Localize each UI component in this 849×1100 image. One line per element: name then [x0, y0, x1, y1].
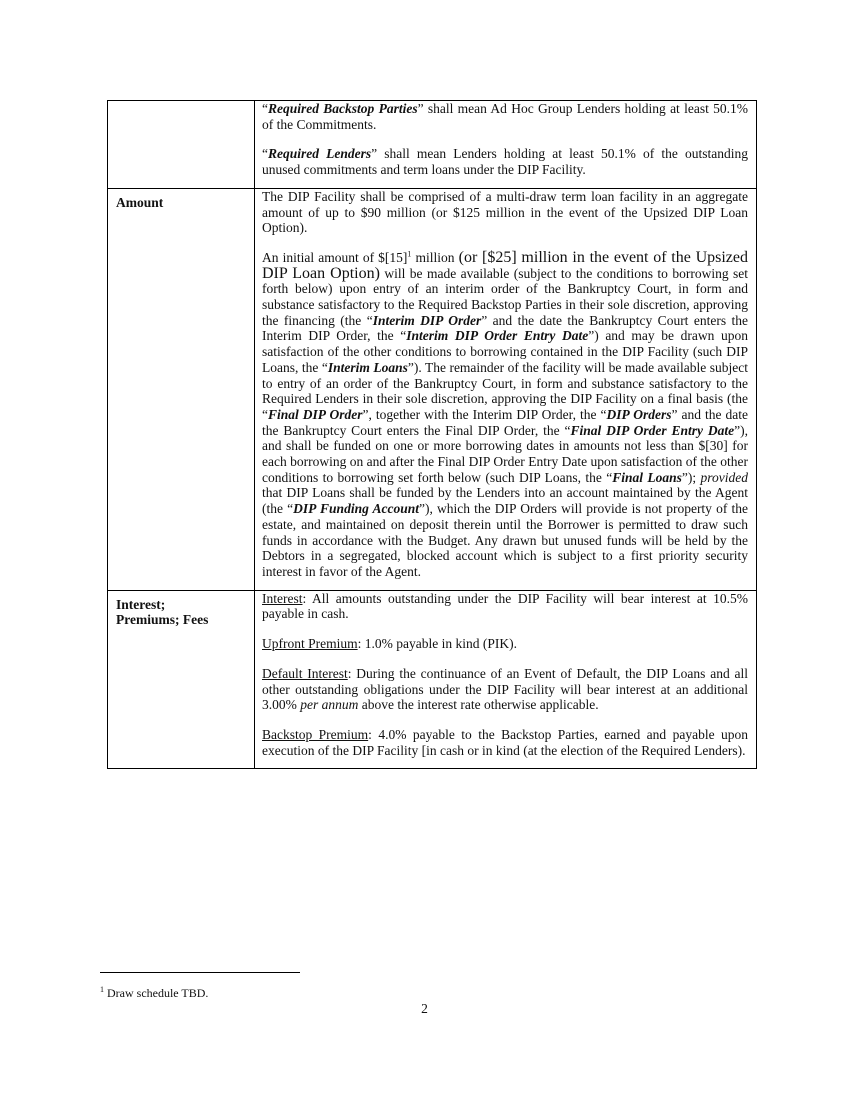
- text-run: Required Lenders: [268, 146, 372, 162]
- amount-cell: [255, 188, 757, 590]
- interest-cell: [255, 590, 757, 769]
- footnote-reference: 1: [407, 249, 412, 259]
- text-run: ” shall mean Lenders holding at least 50.1% of the outstanding unused commitments and term loans under the DIP Facility.: [262, 146, 749, 178]
- text-run: : All amounts outstanding under the DIP Facility will bear interest at 10.5% payable in cash.: [262, 590, 748, 622]
- text-run: Interim DIP Order: [372, 312, 482, 328]
- text-run: ”), and shall be funded on one or more borrowing dates in amounts not less than $[30] for each borrowing on and after the Final DIP Order Entry Date upon satisfaction of the other conditions to borrowing set forth below (such DIP Loans, the “: [262, 422, 749, 485]
- row-label-interest-line2: Premiums; Fees: [116, 612, 209, 628]
- text-run: ”, together with the Interim DIP Order, the “: [362, 406, 607, 422]
- text-run: : During the continuance of an Event of Default, the DIP Loans and all other outstanding obligations under the DIP Facility will bear interest at an additional 3.00%: [262, 665, 748, 713]
- text-run: provided: [700, 469, 748, 485]
- text-run: Interim DIP Order Entry Date: [406, 328, 589, 344]
- text-run: million: [411, 249, 459, 265]
- text-run: : 4.0% payable to the Backstop Parties, earned and payable upon execution of the DIP Facility [in cash or in kind (at the election of the Required Lenders).: [262, 726, 748, 758]
- text-run: Default Interest: [262, 665, 348, 681]
- text-run: per annum: [300, 697, 359, 713]
- table-row: [108, 590, 757, 769]
- definitions-cell: [255, 101, 757, 189]
- text-run: Final Loans: [612, 469, 682, 485]
- text-run: ” shall mean Ad Hoc Group Lenders holding at least 50.1% of the Commitments.: [262, 101, 748, 132]
- text-run: that DIP Loans shall be funded by the Lenders into an account maintained by the Agent (the “: [262, 485, 748, 517]
- text-run: : 1.0% payable in kind (PIK).: [357, 636, 517, 652]
- text-run: above the interest rate otherwise applicable.: [358, 697, 599, 713]
- paragraph: [262, 250, 748, 580]
- text-run: Interim Loans: [327, 359, 408, 375]
- text-run: The DIP Facility shall be comprised of a multi-draw term loan facility in an aggregate amount of up to $90 million (or $125 million in the event of the Upsized DIP Loan Option).: [262, 188, 748, 236]
- text-run: ”). The remainder of the facility will be made available subject to entry of an order of the Bankruptcy Court, in form and substance satisfactory to the Required Lenders in their sole discretion, approving the DIP Facility on a final basis (the “: [262, 359, 748, 422]
- text-run: “: [262, 146, 268, 162]
- table-row: [108, 188, 757, 590]
- footnote: [100, 985, 208, 1001]
- text-run: DIP Funding Account: [293, 501, 419, 517]
- term-sheet-table: [107, 100, 757, 769]
- row-label-empty: [108, 101, 255, 189]
- paragraph: [262, 727, 748, 758]
- text-run: (or [$25] million in the event of the Upsized DIP Loan Option): [262, 248, 749, 282]
- row-label-interest: [108, 590, 255, 769]
- text-run: will be made available (subject to the conditions to borrowing set forth below) upon entry of an interim order of the Bankruptcy Court, in form and substance satisfactory to the Required Backstop Parties in their sole discretion, approving the financing (the “: [262, 265, 748, 328]
- paragraph: [262, 146, 748, 177]
- text-run: ”);: [681, 469, 701, 485]
- row-label-interest-line1: Interest;: [116, 596, 166, 612]
- paragraph: [262, 666, 748, 713]
- text-run: Backstop Premium: [262, 726, 369, 742]
- text-run: Interest: [262, 590, 303, 606]
- paragraph: [262, 591, 748, 622]
- text-run: ” and the date the Bankruptcy Court enters the Final DIP Order, the “: [262, 406, 748, 438]
- text-run: ”), which the DIP Orders will provide is not property of the estate, and maintained on deposit therein until the Borrower is permitted to draw such funds in accordance with the Budget. Any drawn but unused funds will be held by the Debtors in a segregated, blocked account which is subject to a first priority security interest in favor of the Agent.: [262, 501, 748, 579]
- text-run: ”) and may be drawn upon satisfaction of the other conditions to borrowing contained in the DIP Facility (such DIP Loans, the “: [262, 328, 748, 375]
- text-run: Final DIP Order Entry Date: [570, 422, 735, 438]
- table-row: [108, 101, 757, 189]
- text-run: Upfront Premium: [262, 636, 358, 652]
- text-run: Required Backstop Parties: [268, 101, 418, 116]
- text-run: DIP Orders: [606, 406, 672, 422]
- row-label-amount: Amount: [108, 188, 255, 590]
- text-run: “: [262, 101, 268, 116]
- paragraph: [262, 636, 748, 652]
- footnote-separator: [100, 972, 300, 973]
- text-run: An initial amount of $[15]: [262, 249, 408, 265]
- text-run: Final DIP Order: [268, 406, 363, 422]
- footnote-marker: 1: [100, 985, 104, 994]
- paragraph: [262, 101, 748, 132]
- footnote-text: Draw schedule TBD.: [104, 986, 209, 1000]
- paragraph: [262, 189, 748, 236]
- text-run: ” and the date the Bankruptcy Court enters the Interim DIP Order, the “: [262, 312, 748, 344]
- page-number: 2: [421, 1001, 428, 1016]
